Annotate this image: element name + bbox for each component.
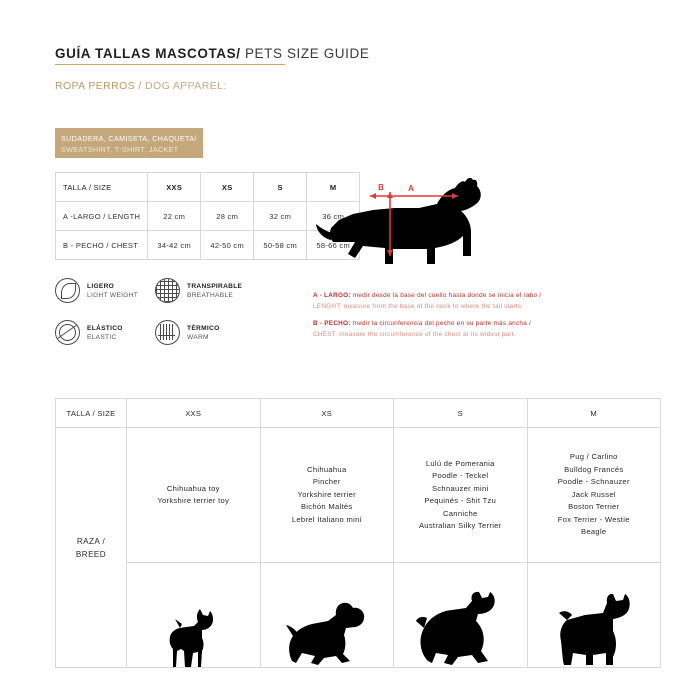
breed-item: Bulldog Francés [564, 464, 624, 474]
subtitle-en: DOG APPAREL: [141, 80, 227, 92]
breed-item: Lebrel Italiano mini [291, 514, 362, 524]
breed-item: Yorkshire terrier toy [157, 496, 230, 505]
bulldog-silhouette-cell [527, 563, 661, 668]
bulldog-silhouette [551, 591, 637, 667]
feature-breathable [155, 278, 242, 303]
measurement-diagram [315, 170, 500, 280]
page-title [55, 46, 369, 61]
note-chest-label: B - PECHO: [313, 320, 351, 327]
feature-warm [155, 320, 220, 345]
feature-light-weight [55, 278, 138, 303]
breed-item: Pequinés - Shit Tzu [424, 496, 497, 505]
category-tag-en: SWEATSHIRT, T-SHIRT, JACKET [61, 145, 179, 154]
breed-list-m [527, 428, 661, 563]
size-table-header-label: TALLA / SIZE [56, 173, 148, 202]
length-xxs: 22 cm [148, 202, 201, 231]
breed-list-s [394, 428, 528, 563]
chest-xs: 42-50 cm [201, 231, 254, 260]
breed-item: Jack Russel [571, 489, 616, 499]
breed-silhouette-row [56, 563, 661, 668]
feature-elastic-es: ELÁSTICO [87, 324, 123, 332]
size-row-label-length: A -LARGO / LENGTH [56, 202, 148, 231]
breed-table-wrapper [55, 398, 645, 668]
breed-item: Beagle [581, 527, 607, 537]
feature-breathable-es: TRANSPIRABLE [187, 282, 243, 290]
category-tag-es: SUDADERA, CAMISETA, CHAQUETA/ [61, 134, 197, 143]
breed-header-m: M [527, 399, 661, 428]
breed-list-xxs [127, 428, 261, 563]
breed-table-header-row [56, 399, 661, 428]
size-table-header-xxs: XXS [148, 173, 201, 202]
breed-item: Schnauzer mini [431, 483, 489, 493]
breed-row-label [56, 428, 127, 668]
note-length-es: medir desde la base del cuello hasta donde se inicia el rabo / [350, 292, 542, 299]
length-arrow-left [370, 193, 376, 199]
section-subtitle [55, 80, 227, 92]
chest-xxs: 34-42 cm [148, 231, 201, 260]
breed-table [55, 398, 661, 668]
chest-s: 50-58 cm [254, 231, 307, 260]
chest-m: 58-66 cm [307, 231, 360, 260]
chihuahua-silhouette [163, 605, 223, 667]
feature-elastic [55, 320, 123, 345]
breed-header-xxs: XXS [127, 399, 261, 428]
breed-item: Boston Terrier [568, 502, 620, 512]
breed-item: Lulú de Pomerania [425, 458, 495, 468]
note-length-en: LENGHT: measure from the base of the neck to where the tail starts. [313, 302, 524, 310]
pomeranian-silhouette-cell [394, 563, 528, 668]
breed-row-label-line1: RAZA / [76, 536, 106, 546]
breed-item: Australian Silky Terrier [418, 521, 502, 530]
feather-icon [55, 278, 80, 303]
diagram-label-a: A [408, 184, 414, 193]
size-row-label-chest: B - PECHO / CHEST [56, 231, 148, 260]
feature-breathable-en: BREATHABLE [187, 291, 234, 299]
page-title-en: PETS SIZE GUIDE [240, 46, 370, 61]
category-tag [55, 128, 203, 158]
feature-elastic-en: ELASTIC [87, 333, 117, 341]
size-table-header-xs: XS [201, 173, 254, 202]
breed-item: Fox Terrier - Westie [557, 514, 630, 524]
length-s: 32 cm [254, 202, 307, 231]
dog-diagram-svg [315, 170, 500, 280]
size-table-header-m: M [307, 173, 360, 202]
breed-item: Poodle - Teckel [432, 471, 489, 480]
page-title-es: GUÍA TALLAS MASCOTAS/ [55, 46, 241, 61]
length-m: 36 cm [307, 202, 360, 231]
note-chest [313, 319, 573, 340]
yorkshire-silhouette [284, 601, 370, 667]
note-length-label: A - LARGO: [313, 292, 351, 299]
note-chest-en: CHEST: measure the circumference of the chest at its widest part. [313, 330, 516, 338]
breed-item: Chihuahua toy [166, 483, 220, 493]
breed-item: Canniche [443, 508, 478, 518]
pomeranian-silhouette [414, 591, 506, 667]
feature-light-weight-en: LIGHT WEIGHT [87, 291, 139, 299]
measurement-notes [313, 291, 573, 347]
breed-list-xs [260, 428, 394, 563]
breed-header-s: S [394, 399, 528, 428]
feature-warm-es: TÉRMICO [187, 324, 220, 332]
breed-item: Yorkshire terrier [297, 489, 356, 499]
breed-item: Pug / Carlino [569, 452, 618, 462]
diagram-label-b: B [378, 183, 384, 192]
breed-row-label-line2: BREED [75, 549, 107, 559]
breed-item: Bichón Maltés [300, 502, 353, 512]
breed-item: Pincher [312, 477, 341, 487]
note-length [313, 291, 573, 312]
subtitle-es: ROPA PERROS / [55, 80, 142, 92]
thermometer-icon [155, 320, 180, 345]
breed-names-row [56, 428, 661, 563]
size-table-header-s: S [254, 173, 307, 202]
yorkshire-silhouette-cell [260, 563, 394, 668]
breed-header-xs: XS [260, 399, 394, 428]
feature-warm-en: WARM [187, 333, 209, 341]
breed-item: Chihuahua [307, 464, 347, 474]
dog-silhouette [329, 178, 481, 264]
breed-item: Poodle - Schnauzer [557, 477, 630, 487]
note-chest-es: medir la circunferencia del pecho en su parte más ancha / [350, 320, 532, 327]
elastic-icon [55, 320, 80, 345]
mesh-icon [155, 278, 180, 303]
feature-light-weight-es: LIGERO [87, 282, 115, 290]
breed-header-label: TALLA / SIZE [56, 399, 127, 428]
chest-arrow-top [387, 192, 393, 198]
length-xs: 28 cm [201, 202, 254, 231]
title-divider [55, 64, 285, 65]
chihuahua-silhouette-cell [127, 563, 261, 668]
